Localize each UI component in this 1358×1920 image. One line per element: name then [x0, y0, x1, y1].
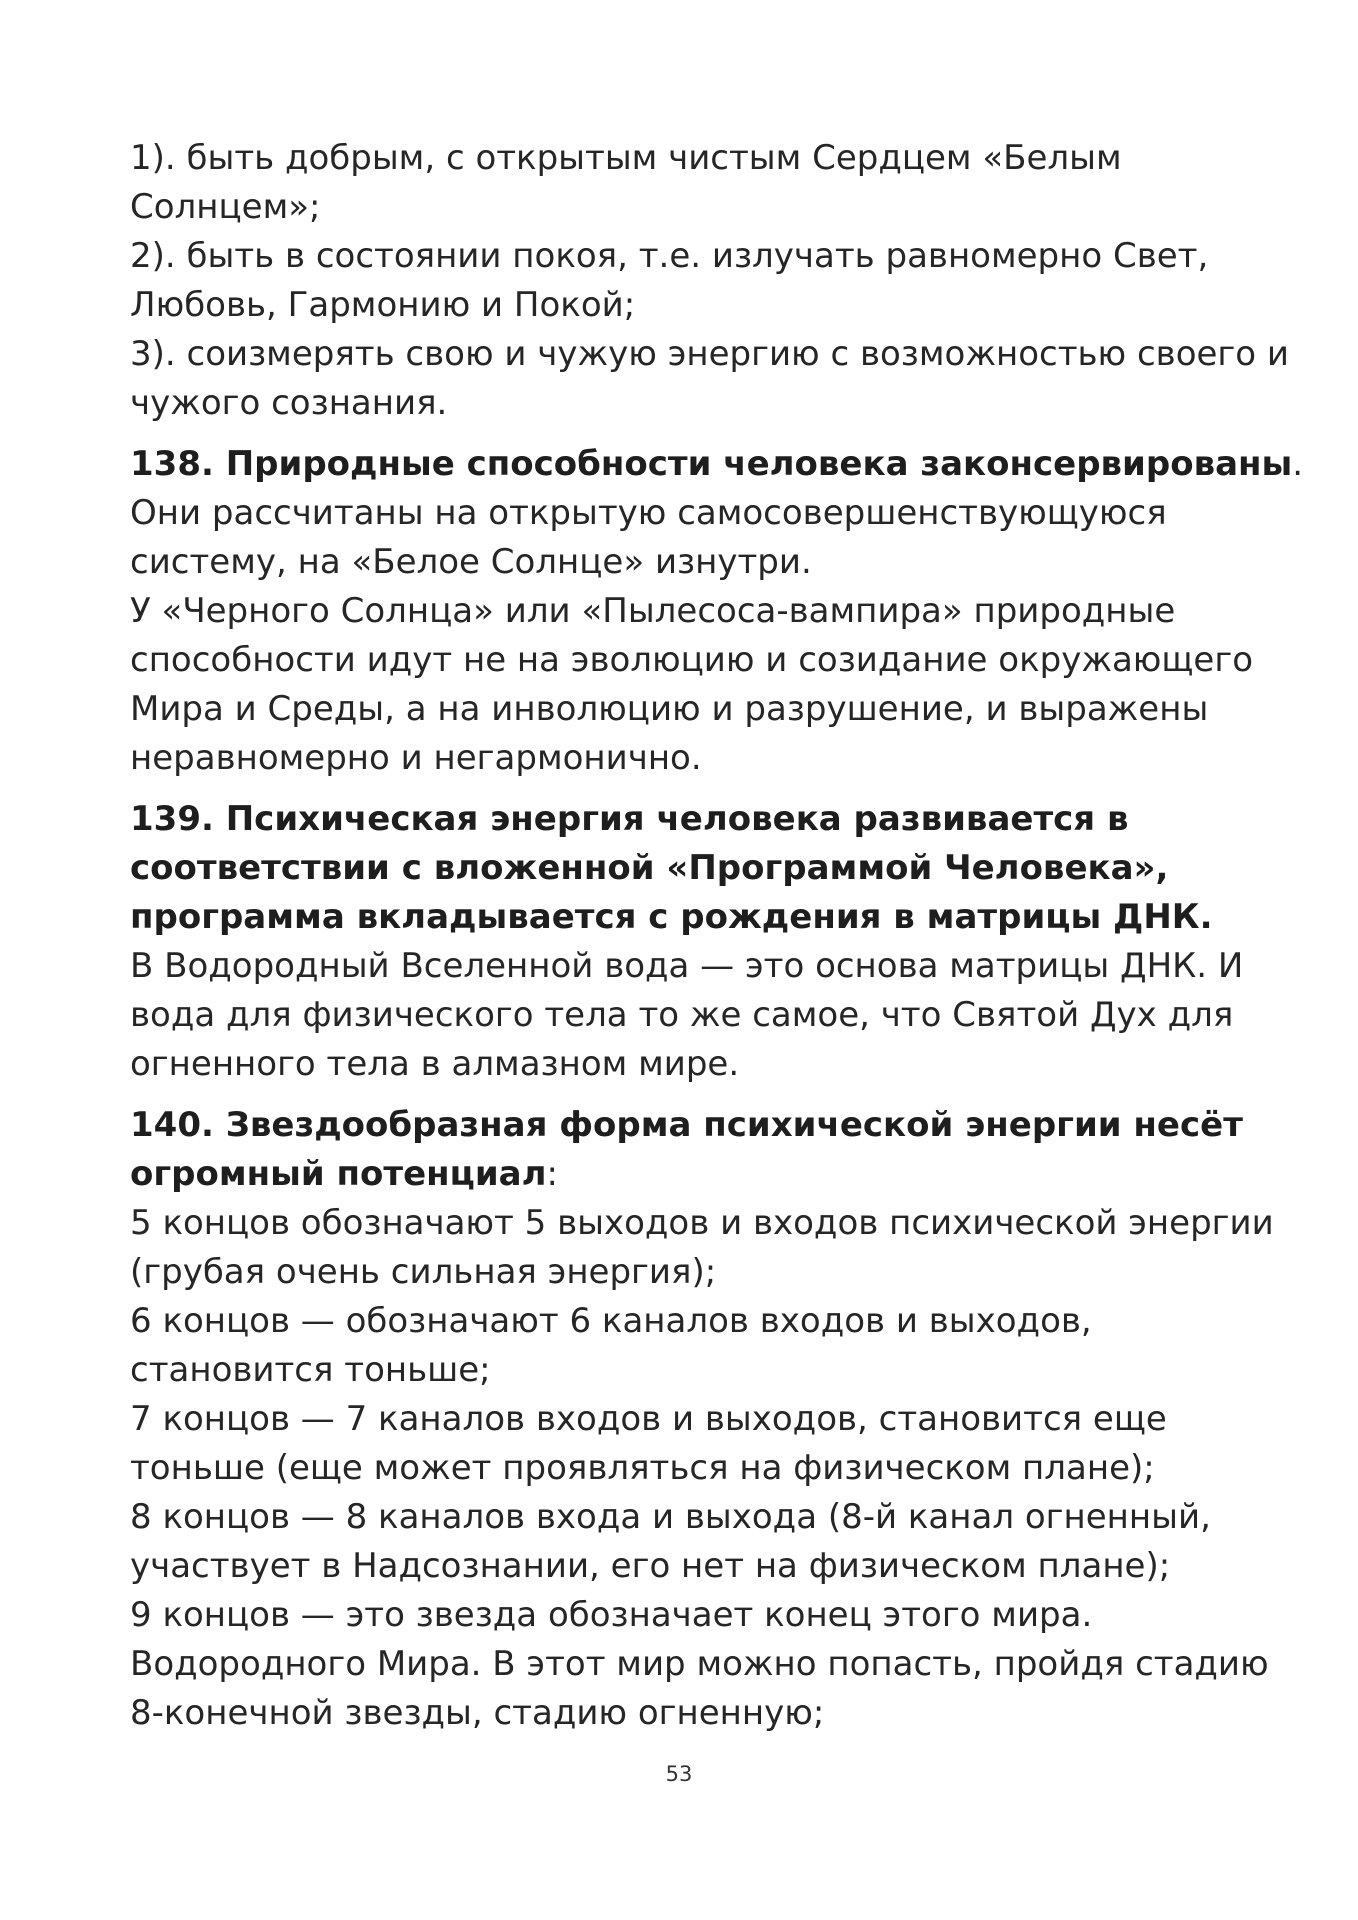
heading-line: [130, 795, 1250, 844]
text-line: участвует в Надсознании, его нет на физическом плане);: [130, 1546, 1171, 1586]
paragraph-block: [130, 1101, 1274, 1738]
heading-text: 139. Психическая энергия человека развивается в: [130, 799, 1129, 839]
text-line: 9 концов — это звезда обозначает конец этого мира.: [130, 1595, 1093, 1635]
text-line: Любовь, Гармонию и Покой;: [130, 285, 636, 325]
text-line: 7 концов — 7 каналов входов и выходов, становится еще: [130, 1399, 1167, 1439]
text-line: 8-конечной звезды, стадию огненную;: [130, 1693, 825, 1733]
text-line: неравномерно и негармонично.: [130, 738, 702, 778]
page-content: [130, 134, 1304, 1738]
text-line: 8 концов — 8 каналов входа и выхода (8-й канал огненный,: [130, 1497, 1211, 1537]
heading-line: [130, 440, 1304, 489]
paragraph-block: [130, 440, 1304, 783]
heading-text: 138. Природные способности человека законсервированы: [130, 444, 1293, 484]
heading-suffix: .: [1292, 444, 1304, 484]
heading-text: 140. Звездообразная форма психической энергии несёт: [130, 1105, 1243, 1145]
paragraph-block: [130, 134, 1289, 428]
heading-text: огромный потенциал: [130, 1154, 547, 1194]
text-line: 1). быть добрым, с открытым чистым Сердцем «Белым: [130, 138, 1122, 178]
text-line: становится тоньше;: [130, 1350, 491, 1390]
text-line: У «Черного Солнца» или «Пылесоса-вампира» природные: [130, 591, 1176, 631]
text-line: 6 концов — обозначают 6 каналов входов и выходов,: [130, 1301, 1092, 1341]
text-line: 5 концов обозначают 5 выходов и входов психической энергии: [130, 1203, 1274, 1243]
text-line: 3). соизмерять свою и чужую энергию с возможностью своего и: [130, 334, 1289, 374]
text-line: 2). быть в состоянии покоя, т.е. излучать равномерно Свет,: [130, 236, 1209, 276]
heading-line: [130, 893, 1250, 942]
page-number: 53: [665, 1762, 693, 1786]
paragraph-block: [130, 795, 1250, 1089]
text-line: тоньше (еще может проявляться на физическом плане);: [130, 1448, 1155, 1488]
text-line: Они рассчитаны на открытую самосовершенствующуюся: [130, 493, 1167, 533]
heading-text: соответствии с вложенной «Программой Человека»,: [130, 848, 1169, 888]
heading-suffix: :: [546, 1154, 558, 1194]
text-line: Водородного Мира. В этот мир можно попасть, пройдя стадию: [130, 1644, 1269, 1684]
text-line: Солнцем»;: [130, 187, 321, 227]
text-line: В Водородный Вселенной вода — это основа матрицы ДНК. И: [130, 946, 1244, 986]
text-line: Мира и Среды, а на инволюцию и разрушение, и выражены: [130, 689, 1209, 729]
text-line: систему, на «Белое Солнце» изнутри.: [130, 542, 812, 582]
text-line: способности идут не на эволюцию и созидание окружающего: [130, 640, 1254, 680]
text-line: чужого сознания.: [130, 383, 448, 423]
heading-line: [130, 1101, 1250, 1150]
text-body: [130, 134, 1304, 1738]
text-line: вода для физического тела то же самое, что Святой Дух для: [130, 995, 1234, 1035]
text-line: огненного тела в алмазном мире.: [130, 1044, 740, 1084]
heading-line: [130, 844, 1250, 893]
heading-text: программа вкладывается с рождения в матрицы ДНК.: [130, 897, 1213, 937]
heading-line: [130, 1150, 1250, 1199]
text-line: (грубая очень сильная энергия);: [130, 1252, 717, 1292]
